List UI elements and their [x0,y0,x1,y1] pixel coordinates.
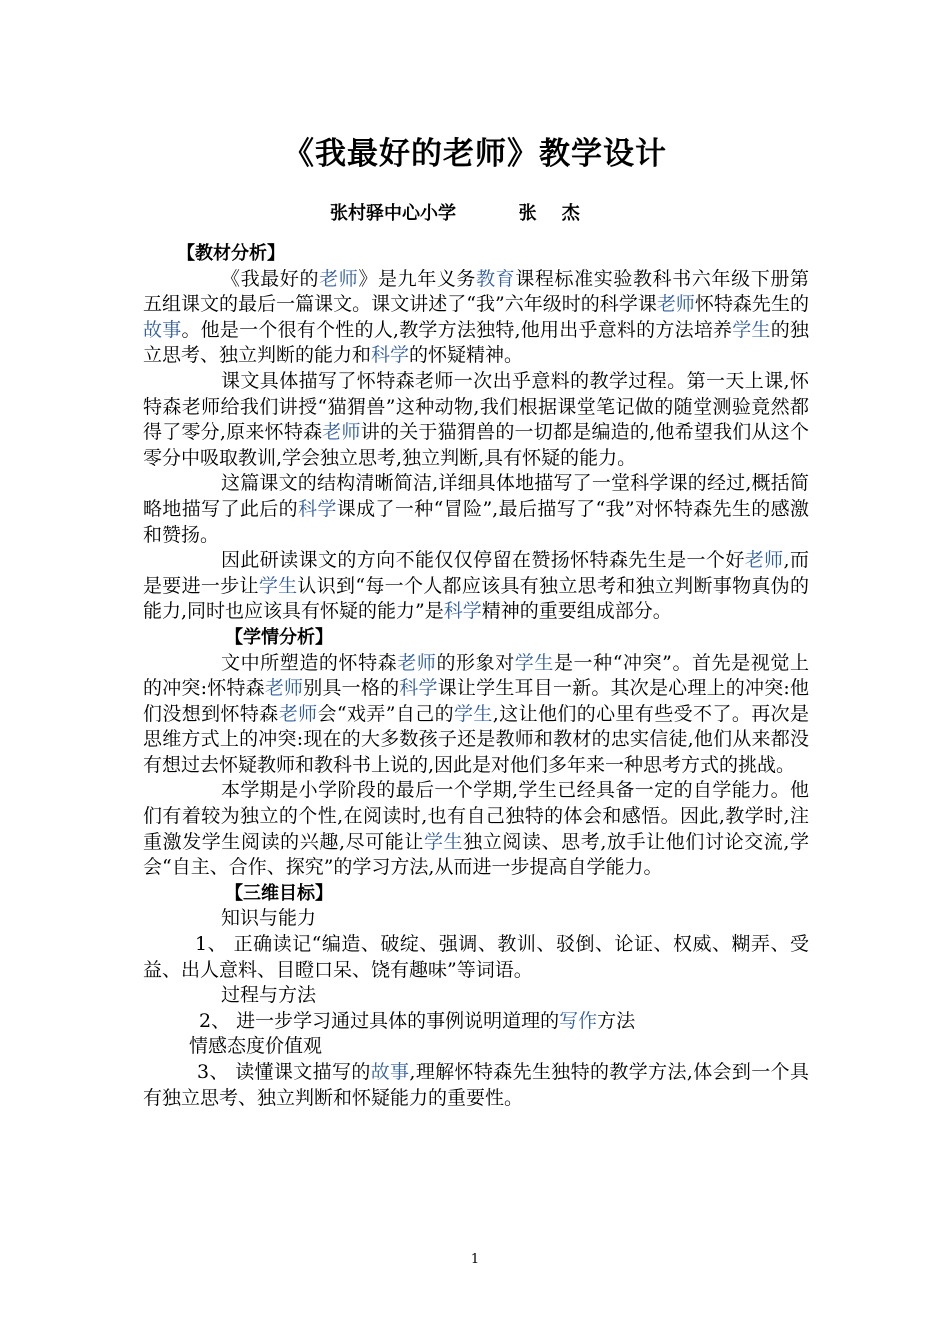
goal-item [143,1009,809,1035]
keyword-link[interactable]: 学生 [258,574,298,597]
text-segment: ,而是要进一步让 [143,549,809,597]
text-segment: ,理解怀特森先生独特的教学方法,体会到一个具有独立思考、独立判断和怀疑能力的重要性。 [143,1061,809,1109]
keyword-link[interactable]: 故事 [370,1061,410,1083]
keyword-link[interactable]: 科学 [371,344,410,367]
document-body [143,241,809,1111]
text-segment: 的独立思考、独立判断的能力和 [143,318,809,367]
keyword-link[interactable]: 老师 [397,651,437,674]
text-segment: 会“戏弄”自己的 [317,702,454,725]
paragraph [143,471,809,548]
keyword-link[interactable]: 学生 [732,318,771,341]
paragraph [143,548,809,625]
keyword-link[interactable]: 老师 [744,549,784,572]
keyword-link[interactable]: 故事 [143,318,182,341]
text-segment: 《我最好的 [221,267,320,290]
text-segment: 认识到“每一个人都应该具有独立思考和独立判断事物真伪的能力,同时也应该具有怀疑的能力”是 [143,574,809,623]
paragraph [143,778,809,880]
page-number: 1 [470,1252,480,1267]
section-heading-student: 【学情分析】 [225,626,333,648]
keyword-link[interactable]: 学生 [423,830,464,853]
text-segment: 。他是一个很有个性的人,教学方法独特,他用出乎意料的方法培养 [181,318,733,341]
paragraph [143,651,809,779]
text-segment: 3、 读懂课文描写的 [197,1061,371,1083]
goal-item: 1、 正确读记“编造、破绽、强调、教训、驳倒、论证、权威、糊弄、受益、出人意料、目瞪口呆、饶有趣味”等词语。 [143,933,809,981]
text-segment: 课程标准实验教科书六年级下册第五组课文的最后一篇课文。课文讲述了“我”六年级时的科学课 [143,267,809,316]
paragraph [143,267,809,369]
text-segment: 的怀疑精神。 [409,344,524,367]
text-segment: 因此研读课文的方向不能仅仅停留在赞扬怀特森先生是一个好 [221,549,745,572]
paragraph [143,369,809,471]
keyword-link[interactable]: 学生 [514,651,554,674]
text-segment: 的形象对 [436,651,515,674]
text-segment: 本学期是小学阶段的最后一个学期,学生已经具备一定的自学能力。他们有着较为独立的个性,在阅读时,也有自己独特的体会和感悟。因此,教学时,注重激发学生阅读的兴趣,尽可能让 [143,779,809,853]
text-segment: 课让学生耳目一新。其次是心理上的冲突:他们没想到怀特森 [143,677,809,725]
text-segment: ,这让他们的心里有些受不了。再次是思维方式上的冲突:现在的大多数孩子还是教师和教材的忠实信徒,他们从来都没有想过去怀疑教师和教科书上说的,因此是对他们多年来一种思考方式的挑战。 [143,702,809,776]
text-segment: 是一种“冲突”。首先是视觉上的冲突:怀特森 [143,651,809,700]
text-segment: 文中所塑造的怀特森 [221,651,398,674]
text-segment: 》是九年义务 [358,267,477,290]
keyword-link[interactable]: 老师 [278,702,318,725]
document-title: 《我最好的老师》教学设计 [283,136,667,172]
keyword-link[interactable]: 学生 [454,702,493,725]
keyword-link[interactable]: 写作 [559,1009,598,1032]
keyword-link[interactable]: 科学 [298,497,337,520]
keyword-link[interactable]: 老师 [656,293,695,316]
keyword-link[interactable]: 老师 [319,267,359,290]
text-segment: 精神的重要组成部分。 [481,600,672,623]
text-segment: 方法 [597,1009,636,1032]
keyword-link[interactable]: 科学 [443,600,482,623]
goal-category-label: 知识与能力 [221,907,317,930]
text-segment: 讲的关于猫猬兽的一切都是编造的,他希望我们从这个零分中吸取教训,学会独立思考,独立判断,具有怀疑的能力。 [143,421,809,469]
keyword-link[interactable]: 老师 [264,677,304,700]
text-segment: 课文具体描写了怀特森老师一次出乎意料的教学过程。第一天上课,怀特森老师给我们讲授“猫猬兽”这种动物,我们根据课堂笔记做的随堂测验竟然都得了零分,原来怀特森 [143,369,809,444]
goal-category-label: 过程与方法 [221,984,317,1007]
author-byline: 张村驿中心小学 张 杰 [330,203,580,224]
section-heading-goals: 【三维目标】 [225,882,333,904]
goal-item [143,1060,809,1111]
text-segment: 独立阅读、思考,放手让他们讨论交流,学会“自主、合作、探究”的学习方法,从而进一步提高自学能力。 [143,830,809,879]
keyword-link[interactable]: 老师 [322,421,361,444]
text-segment: 2、 进一步学习通过具体的事例说明道理的 [199,1009,560,1032]
keyword-link[interactable]: 科学 [399,677,438,700]
keyword-link[interactable]: 教育 [476,267,516,290]
text-segment: 别具一格的 [303,677,400,700]
text-segment: 怀特森先生的 [694,293,809,316]
section-heading-material: 【教材分析】 [177,243,285,264]
text-segment: 课成了一种“冒险”,最后描写了“我”对怀特森先生的感激和赞扬。 [143,497,809,546]
text-segment: 这篇课文的结构清晰简洁,详细具体地描写了一堂科学课的经过,概括简略地描写了此后的 [143,472,809,520]
goal-category-label: 情感态度价值观 [189,1035,323,1058]
